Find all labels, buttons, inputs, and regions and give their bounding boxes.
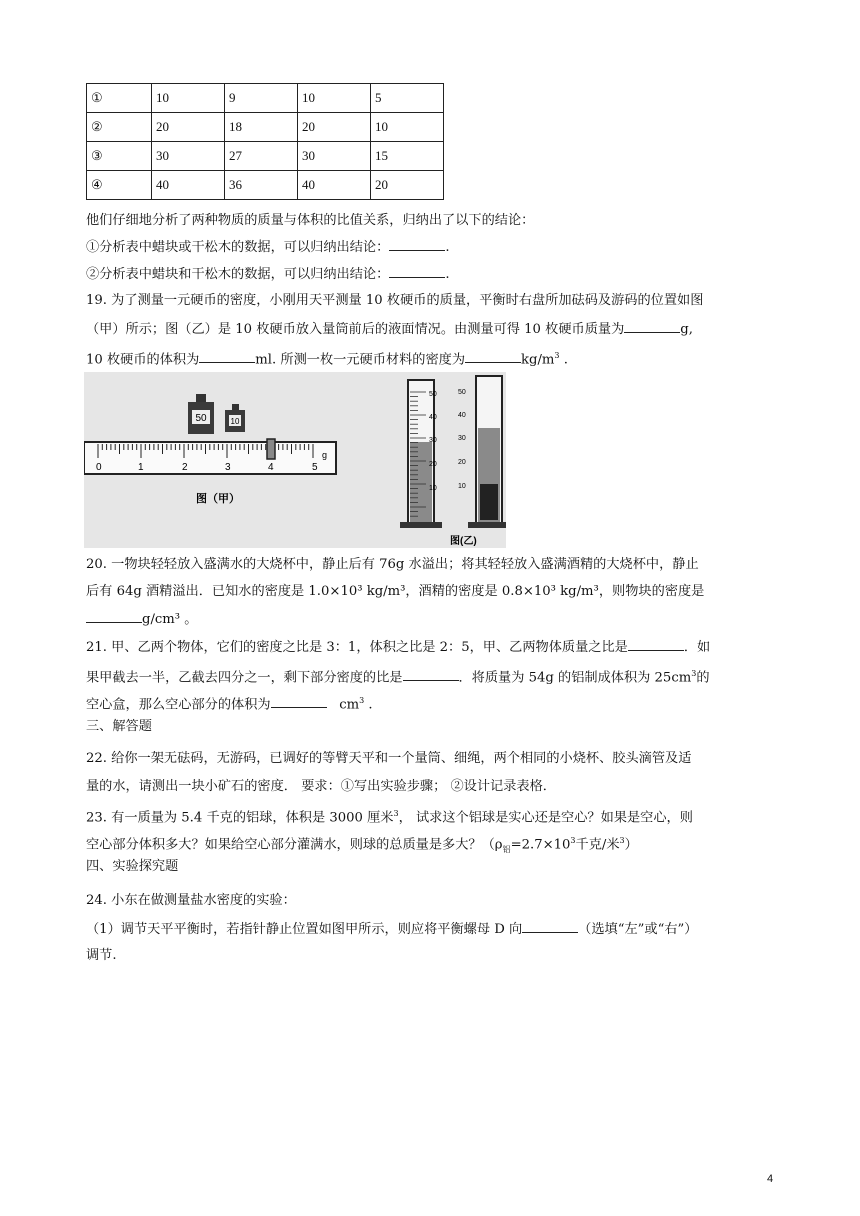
svg-text:10: 10 [230, 417, 240, 426]
section-heading: 四、实验探究题 [86, 859, 179, 874]
scale-label: 0 [96, 462, 102, 473]
figure-balance-and-cylinders [84, 372, 506, 548]
question-22: 22. 给你一架无砝码，无游码，已调好的等臂天平和一个量筒、细绳，两个相同的小烧杯、胶头滴管及适 [86, 751, 692, 766]
page-number: 4 [767, 1173, 774, 1185]
table-cell: 30 [298, 142, 371, 171]
balance-scale [84, 439, 336, 474]
svg-text:20: 20 [458, 459, 466, 466]
table-cell: 30 [152, 142, 225, 171]
table-row [87, 84, 444, 113]
scale-label: 5 [312, 462, 318, 473]
cylinder-before [400, 380, 442, 528]
svg-text:20: 20 [429, 461, 437, 468]
svg-text:50: 50 [195, 413, 207, 424]
table-cell: ③ [87, 142, 152, 171]
cylinder-after [458, 376, 506, 528]
scale-label: 1 [138, 462, 144, 473]
svg-text:30: 30 [458, 435, 466, 442]
table-row [87, 171, 444, 200]
svg-text:50: 50 [429, 391, 437, 398]
table-cell: 10 [371, 113, 444, 142]
question-24: 24. 小东在做测量盐水密度的实验： [86, 893, 296, 908]
table-row [87, 113, 444, 142]
answer-blank[interactable] [389, 238, 445, 251]
svg-text:50: 50 [458, 389, 466, 396]
answer-blank[interactable] [465, 350, 521, 363]
table-cell: 10 [298, 84, 371, 113]
table-cell: 36 [225, 171, 298, 200]
table-cell: 20 [152, 113, 225, 142]
scale-label: 3 [225, 462, 231, 473]
question-23: 23. 有一质量为 5.4 千克的铝球，体积是 3000 厘米$^3$， 试求这个铝球是实心还是空心？如果是空心，则 [86, 809, 693, 826]
svg-text:10: 10 [429, 485, 437, 492]
question-21: 21. 甲、乙两个物体，它们的密度之比是 3：1，体积之比是 2：5，甲、乙两物体质量之比是 ．如 [86, 640, 711, 655]
text-line: g/cm³ 。 [86, 610, 197, 629]
table-cell: ② [87, 113, 152, 142]
text-line: 10 枚硬币的体积为 ml. 所测一枚一元硬币材料的密度为 $kg/m^3$ . [86, 351, 568, 368]
table-cell: ① [87, 84, 152, 113]
coins [480, 484, 498, 520]
text-line: 后有 64g 酒精溢出．已知水的密度是 1.0×10³ kg/m³，酒精的密度是 0.8×10³ kg/m³，则物块的密度是 [86, 584, 705, 599]
table-cell: 40 [298, 171, 371, 200]
table-cell: 20 [371, 171, 444, 200]
svg-text:40: 40 [429, 414, 437, 421]
scale-label: 4 [268, 462, 274, 473]
svg-text:30: 30 [429, 437, 437, 444]
data-table [86, 83, 444, 200]
table-cell: 15 [371, 142, 444, 171]
text-line: ①分析表中蜡块或干松木的数据，可以归纳出结论： . [86, 240, 450, 255]
figure-svg [84, 372, 506, 548]
table-cell: 5 [371, 84, 444, 113]
scale-unit: g [322, 450, 328, 460]
section-heading: 三、解答题 [86, 719, 152, 734]
table-cell: 9 [225, 84, 298, 113]
table-cell: ④ [87, 171, 152, 200]
svg-text:40: 40 [458, 412, 466, 419]
answer-blank[interactable] [199, 350, 255, 363]
answer-blank[interactable] [403, 668, 459, 681]
text-line: （1）调节天平平衡时，若指针静止位置如图甲所示，则应将平衡螺母 D 向 （选填“左”或“右”） [86, 922, 698, 937]
table-cell: 27 [225, 142, 298, 171]
table-cell: 18 [225, 113, 298, 142]
rider [267, 439, 275, 459]
text-line: 他们仔细地分析了两种物质的质量与体积的比值关系，归纳出了以下的结论： [86, 213, 535, 228]
answer-blank[interactable] [624, 320, 680, 333]
answer-blank[interactable] [86, 610, 142, 623]
table-cell: 20 [298, 113, 371, 142]
weight-50g [188, 394, 214, 434]
answer-blank[interactable] [271, 695, 327, 708]
answer-blank[interactable] [628, 638, 684, 651]
weight-10g [225, 404, 245, 432]
text-line: 调节. [86, 948, 117, 963]
text-line: 量的水，请测出一块小矿石的密度． 要求：①写出实验步骤； ②设计记录表格． [86, 779, 556, 794]
table-cell: 40 [152, 171, 225, 200]
answer-blank[interactable] [522, 920, 578, 933]
text-line: （甲）所示；图（乙）是 10 枚硬币放入量筒前后的液面情况。由测量可得 10 枚硬币质量为 g, [86, 322, 693, 337]
caption-left: 图（甲） [196, 493, 240, 505]
question-20: 20. 一物块轻轻放入盛满水的大烧杯中，静止后有 76g 水溢出；将其轻轻放入盛满酒精的大烧杯中，静止 [86, 557, 699, 572]
text-line: 空心盒，那么空心部分的体积为 $cm^3$ . [86, 696, 373, 713]
answer-blank[interactable] [389, 265, 445, 278]
text-line: 空心部分体积多大？如果给空心部分灌满水，则球的总质量是多大？（$\rho_铝=2.7\times 10^3$千克/米$^3$） [86, 836, 638, 855]
text-line: 果甲截去一半，乙截去四分之一，剩下部分密度的比是 ．将质量为 54g 的铝制成体积为 $25cm^3$的 [86, 669, 710, 686]
table-cell: 10 [152, 84, 225, 113]
scale-label: 2 [182, 462, 188, 473]
svg-text:10: 10 [458, 483, 466, 490]
caption-right: 图(乙) [450, 536, 477, 547]
text-line: ②分析表中蜡块和干松木的数据，可以归纳出结论： . [86, 267, 450, 282]
question-19: 19. 为了测量一元硬币的密度，小刚用天平测量 10 枚硬币的质量，平衡时右盘所加砝码及游码的位置如图 [86, 293, 704, 308]
table-row [87, 142, 444, 171]
